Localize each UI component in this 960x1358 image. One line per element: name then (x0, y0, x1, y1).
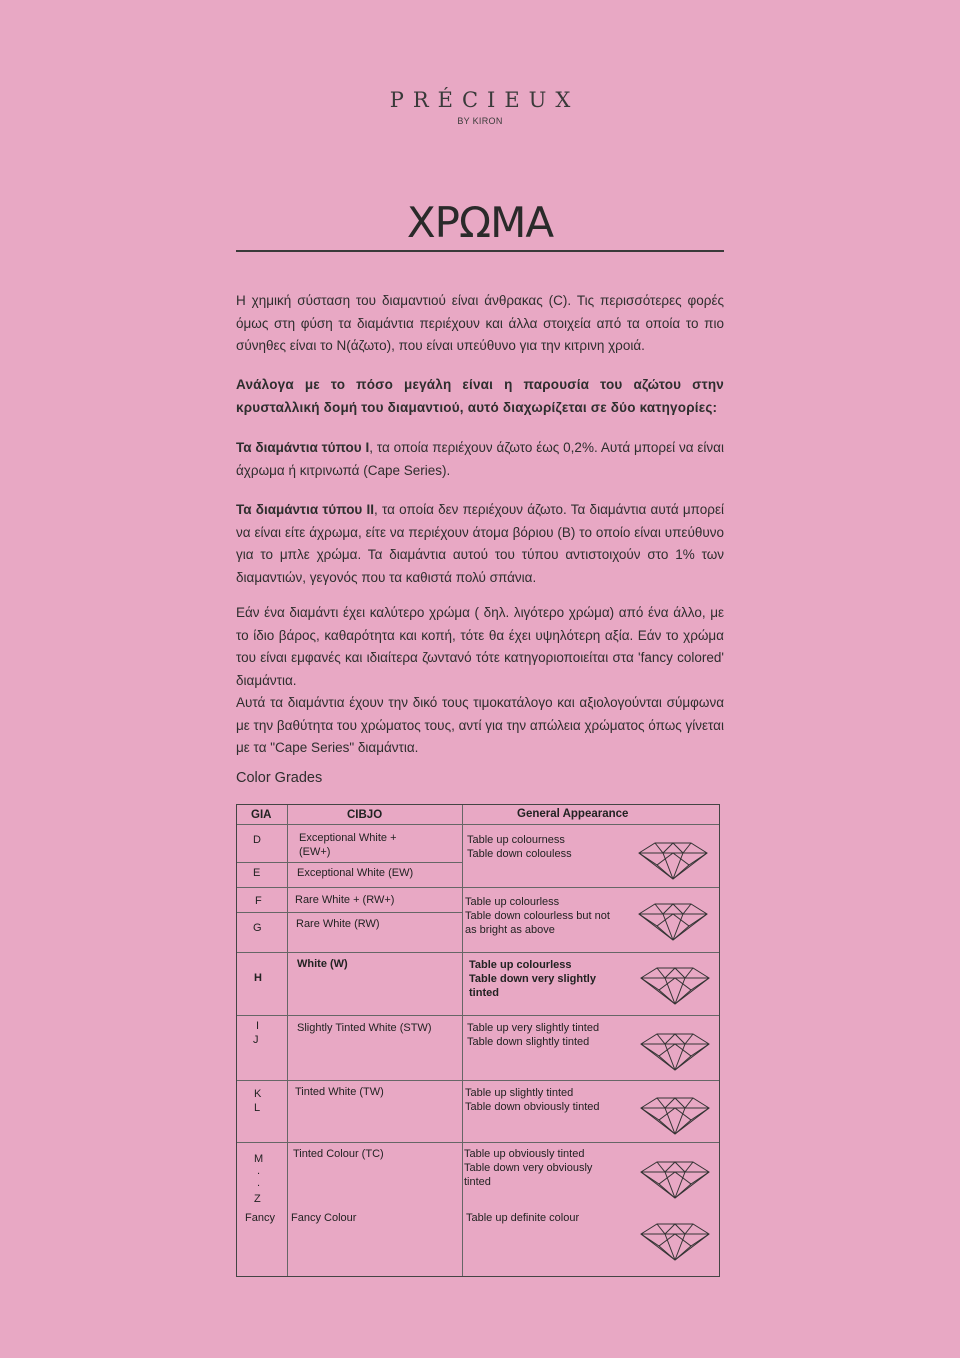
gia-grade: Fancy (245, 1212, 275, 1224)
color-grades-label: Color Grades (236, 770, 323, 786)
diamond-icon (639, 1095, 711, 1137)
appearance-text: tinted (464, 1176, 491, 1188)
type2-label: Τα διαμάντια τύπου ΙΙ (236, 502, 375, 517)
cibjo-grade: White (W) (297, 958, 348, 970)
gia-grade: M (254, 1153, 264, 1165)
appearance-text: Table down very slightly (469, 973, 596, 985)
appearance-text: Table up colourness (467, 834, 565, 846)
appearance-text: Table up definite colour (466, 1212, 580, 1224)
row-divider (237, 1142, 719, 1143)
type1-paragraph (236, 437, 724, 482)
type1-label: Τα διαμάντια τύπου Ι (236, 440, 370, 455)
diamond-icon (639, 1159, 711, 1201)
gia-grade: J (253, 1034, 259, 1046)
fancy-paragraph-1: Εάν ένα διαμάντι έχει καλύτερο χρώμα ( δηλ. λιγότερο χρώμα) από ένα άλλο, με το ίδιο βάρος, καθαρότητα και κοπή, τότε θα έχει υψηλότερη αξία. Εάν το χρώμα του είναι εμφανές και ιδιαίτερα ζωντανό τότε κατηγοριοποιείται στα 'fancy colored' διαμάντια. (236, 605, 724, 688)
cibjo-grade: Exceptional White (EW) (297, 867, 414, 879)
cibjo-grade: (EW+) (299, 846, 331, 858)
diamond-icon (637, 901, 709, 943)
brand-name: PRÉCIEUX (389, 88, 580, 112)
page-title: ΧΡΩΜΑ (406, 198, 554, 247)
cibjo-grade: Tinted Colour (TC) (293, 1148, 384, 1160)
title-divider (236, 250, 724, 252)
gia-grade: I (256, 1020, 260, 1032)
brand-sub: BY KIRON (457, 116, 503, 126)
appearance-text: Table down slightly tinted (467, 1036, 590, 1048)
appearance-text: Table up very slightly tinted (467, 1022, 600, 1034)
header-cibjo: CIBJO (347, 809, 383, 821)
diamond-icon (639, 965, 711, 1007)
fancy-paragraph-2: Αυτά τα διαμάντια έχουν την δικό τους τιμοκατάλογο και αξιολογούνται σύμφωνα με την βαθύτητα του χρώματος τους, αντί για την απώλεια χρώματος όπως γίνεται με τα "Cape Series" διαμάντια. (236, 695, 724, 755)
gia-grade: . (257, 1177, 261, 1189)
gia-grade: E (253, 867, 261, 879)
appearance-text: Table down colourless but not (465, 910, 610, 922)
color-grades-table (236, 804, 720, 1277)
appearance-text: tinted (469, 987, 499, 999)
cibjo-grade: Slightly Tinted White (STW) (297, 1022, 432, 1034)
cibjo-grade: Tinted White (TW) (295, 1086, 384, 1098)
appearance-text: Table down colouless (467, 848, 572, 860)
type1-text: , τα οποία περιέχουν άζωτο έως 0,2%. Αυτά μπορεί να είναι άχρωμα ή κιτρινωπά (Cape Series). (236, 440, 724, 478)
gia-grade: . (257, 1165, 261, 1177)
categories-intro: Ανάλογα με το πόσο μεγάλη είναι η παρουσία του αζώτου στην κρυσταλλική δομή του διαμαντιού, αυτό διαχωρίζεται σε δύο κατηγορίες: (236, 377, 724, 415)
brand-logo (0, 88, 960, 126)
appearance-text: Table up obviously tinted (464, 1148, 585, 1160)
cibjo-grade: Fancy Colour (291, 1212, 357, 1224)
diamond-icon (639, 1031, 711, 1073)
row-divider (237, 1015, 719, 1016)
type2-paragraph (236, 499, 724, 589)
appearance-text: Table up colourless (469, 959, 572, 971)
row-divider (237, 952, 719, 953)
diamond-icon (637, 841, 709, 881)
row-divider (237, 824, 719, 825)
appearance-text: Table up slightly tinted (465, 1087, 574, 1099)
header-appearance: General Appearance (517, 808, 629, 820)
appearance-text: Table down very obviously (464, 1162, 593, 1174)
gia-grade: Z (254, 1193, 261, 1205)
appearance-text: Table down obviously tinted (465, 1101, 600, 1113)
cibjo-grade: Exceptional White + (299, 832, 397, 844)
type2-text: , τα οποία δεν περιέχουν άζωτο. Τα διαμάντια αυτά μπορεί να είναι είτε άχρωμα, είτε να περιέχουν άτομα βόριου (Β) το οποίο είναι υπεύθυνο για το μπλε χρώμα. Τα διαμάντια αυτού του τύπου αντιστοιχούν στο 1% των διαμαντιών, γεγονός που τα καθιστά πολύ σπάνια. (236, 502, 725, 585)
intro-paragraph: Η χημική σύσταση του διαμαντιού είναι άνθρακας (C). Τις περισσότερες φορές όμως στη φύση τα διαμάντια περιέχουν και άλλα στοιχεία από τα οποία το πιο σύνηθες είναι το Ν(άζωτο), που είναι υπεύθυνο για την κιτρινη χροιά. (236, 293, 724, 353)
row-divider (237, 887, 719, 888)
cibjo-grade: Rare White (RW) (296, 918, 380, 930)
gia-grade: D (253, 834, 261, 846)
gia-grade: H (254, 972, 262, 984)
diamond-icon (639, 1221, 711, 1263)
row-divider (237, 862, 462, 863)
header-gia: GIA (251, 809, 272, 821)
gia-grade: K (254, 1088, 262, 1100)
gia-grade: F (255, 895, 262, 907)
gia-grade: G (253, 922, 262, 934)
row-divider (237, 1080, 719, 1081)
column-divider (287, 805, 288, 1276)
column-divider (462, 805, 463, 1276)
row-divider (237, 912, 462, 913)
appearance-text: Table up colourless (465, 896, 560, 908)
appearance-text: as bright as above (465, 924, 555, 936)
gia-grade: L (254, 1102, 261, 1114)
cibjo-grade: Rare White + (RW+) (295, 894, 395, 906)
